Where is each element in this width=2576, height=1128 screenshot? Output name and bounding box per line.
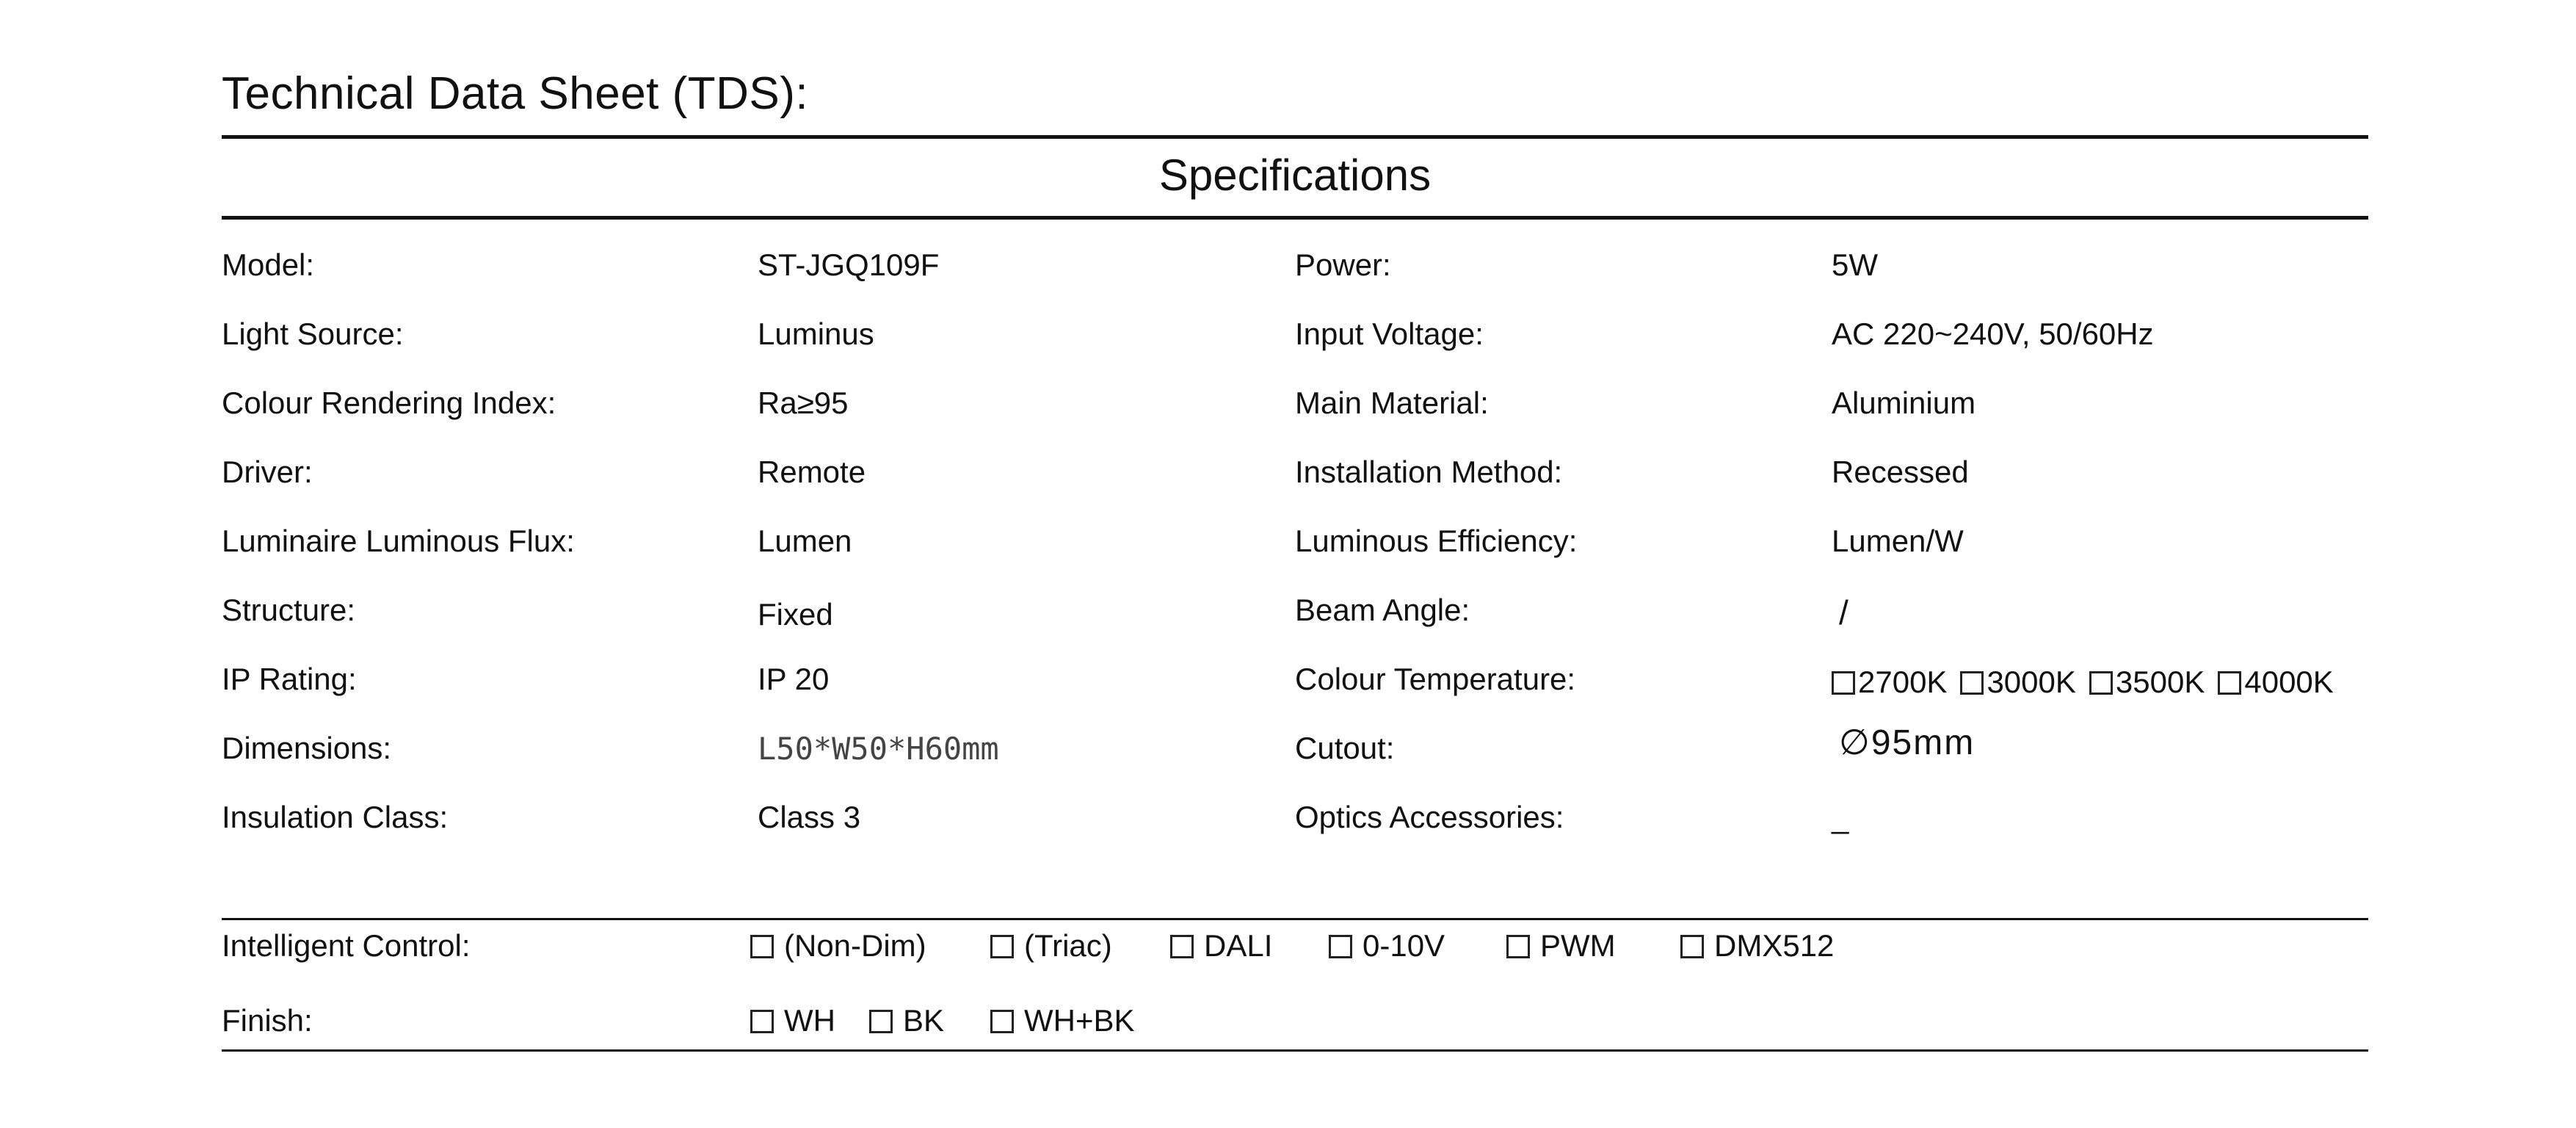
checkbox[interactable] (2218, 671, 2241, 695)
spec-label: Insulation Class: (222, 800, 449, 834)
section-rule (222, 216, 2368, 220)
page-title: Technical Data Sheet (TDS): (222, 68, 809, 119)
cct-option-label: 4000K (2244, 665, 2334, 699)
spec-row-ip-rating (222, 662, 2368, 728)
spec-label: Luminous Efficiency: (1295, 524, 1578, 558)
spec-label: Luminaire Luminous Flux: (222, 524, 575, 558)
spec-value: Aluminium (1832, 386, 1976, 420)
spec-value: AC 220~240V, 50/60Hz (1832, 317, 2154, 351)
control-option-0-10v[interactable] (1329, 928, 1445, 964)
control-option-label: DMX512 (1714, 928, 1835, 963)
finish-option-wh-bk[interactable] (990, 1003, 1135, 1038)
spec-value: L50*W50*H60mm (758, 731, 999, 767)
spec-value: Ra≥95 (758, 386, 849, 420)
checkbox[interactable] (1832, 671, 1855, 695)
spec-row-structure (222, 593, 2368, 659)
checkbox[interactable] (750, 1010, 774, 1033)
cct-option-label: 3500K (2115, 665, 2205, 699)
checkbox[interactable] (2089, 671, 2113, 695)
checkbox[interactable] (990, 935, 1014, 958)
cct-option-4000k[interactable] (2218, 665, 2333, 700)
control-option-dali[interactable] (1170, 928, 1272, 964)
control-option-label: (Triac) (1024, 928, 1112, 963)
spec-label: Power: (1295, 247, 1391, 282)
spec-row-model (222, 247, 2368, 314)
spec-label: Beam Angle: (1295, 593, 1470, 627)
spec-row-driver (222, 455, 2368, 521)
spec-label: Light Source: (222, 317, 404, 351)
control-option-label: (Non-Dim) (784, 928, 926, 963)
cct-option-label: 2700K (1858, 665, 1948, 699)
cct-option-label: 3000K (1987, 665, 2076, 699)
spec-row-light-source (222, 317, 2368, 383)
data-sheet (222, 0, 2368, 1128)
control-option-dmx512[interactable] (1680, 928, 1834, 964)
spec-label: Cutout: (1295, 731, 1395, 765)
spec-row-cri (222, 386, 2368, 452)
spec-row-insulation (222, 800, 2368, 866)
spec-row-dimensions (222, 723, 2368, 797)
finish-option-label: WH (784, 1003, 835, 1038)
finish-option-wh[interactable] (750, 1003, 835, 1038)
spec-value: Luminus (758, 317, 874, 351)
checkbox[interactable] (1506, 935, 1530, 958)
control-option-pwm[interactable] (1506, 928, 1616, 964)
intelligent-control-label: Intelligent Control: (222, 928, 471, 963)
spec-label: Dimensions: (222, 731, 392, 765)
spec-label: Driver: (222, 455, 313, 489)
spec-label: Main Material: (1295, 386, 1489, 420)
checkbox[interactable] (750, 935, 774, 958)
cct-option-3500k[interactable] (2089, 665, 2205, 700)
spec-label: Colour Rendering Index: (222, 386, 556, 420)
checkbox[interactable] (1329, 935, 1352, 958)
spec-value: IP 20 (758, 662, 830, 696)
finish-option-label: WH+BK (1024, 1003, 1135, 1038)
finish-option-label: BK (903, 1003, 945, 1038)
control-bottom-rule (222, 1049, 2368, 1052)
spec-row-flux (222, 524, 2368, 590)
control-option-label: DALI (1204, 928, 1273, 963)
spec-value: Recessed (1832, 455, 1969, 489)
cct-option-2700k[interactable] (1832, 665, 1947, 700)
checkbox[interactable] (1960, 671, 1984, 695)
checkbox[interactable] (869, 1010, 893, 1033)
control-top-rule (222, 918, 2368, 920)
spec-value: Remote (758, 455, 866, 489)
spec-label: Structure: (222, 593, 356, 627)
checkbox[interactable] (990, 1010, 1014, 1033)
section-title: Specifications (1158, 151, 1432, 200)
spec-value: ∅95mm (1839, 723, 1975, 762)
spec-label: Colour Temperature: (1295, 662, 1576, 696)
spec-value: ST-JGQ109F (758, 247, 940, 282)
spec-value: Lumen (758, 524, 852, 558)
title-rule (222, 135, 2368, 139)
spec-value: 5W (1832, 247, 1878, 282)
spec-label: Model: (222, 247, 315, 282)
control-option-label: PWM (1540, 928, 1616, 963)
spec-label: Input Voltage: (1295, 317, 1484, 351)
checkbox[interactable] (1680, 935, 1704, 958)
cct-option-3000k[interactable] (1960, 665, 2075, 700)
control-option-non-dim[interactable] (750, 928, 926, 964)
spec-label: Optics Accessories: (1295, 800, 1564, 834)
spec-value: Fixed (758, 597, 833, 632)
spec-label: IP Rating: (222, 662, 357, 696)
spec-value: _ (1832, 800, 1849, 834)
colour-temperature-options (1832, 665, 2334, 700)
spec-value: / (1839, 593, 1848, 632)
finish-label: Finish: (222, 1003, 313, 1038)
spec-label: Installation Method: (1295, 455, 1563, 489)
spec-value: Class 3 (758, 800, 861, 834)
control-option-label: 0-10V (1363, 928, 1445, 963)
control-option-triac[interactable] (990, 928, 1112, 964)
checkbox[interactable] (1170, 935, 1194, 958)
spec-value: Lumen/W (1832, 524, 1964, 558)
finish-option-bk[interactable] (869, 1003, 944, 1038)
